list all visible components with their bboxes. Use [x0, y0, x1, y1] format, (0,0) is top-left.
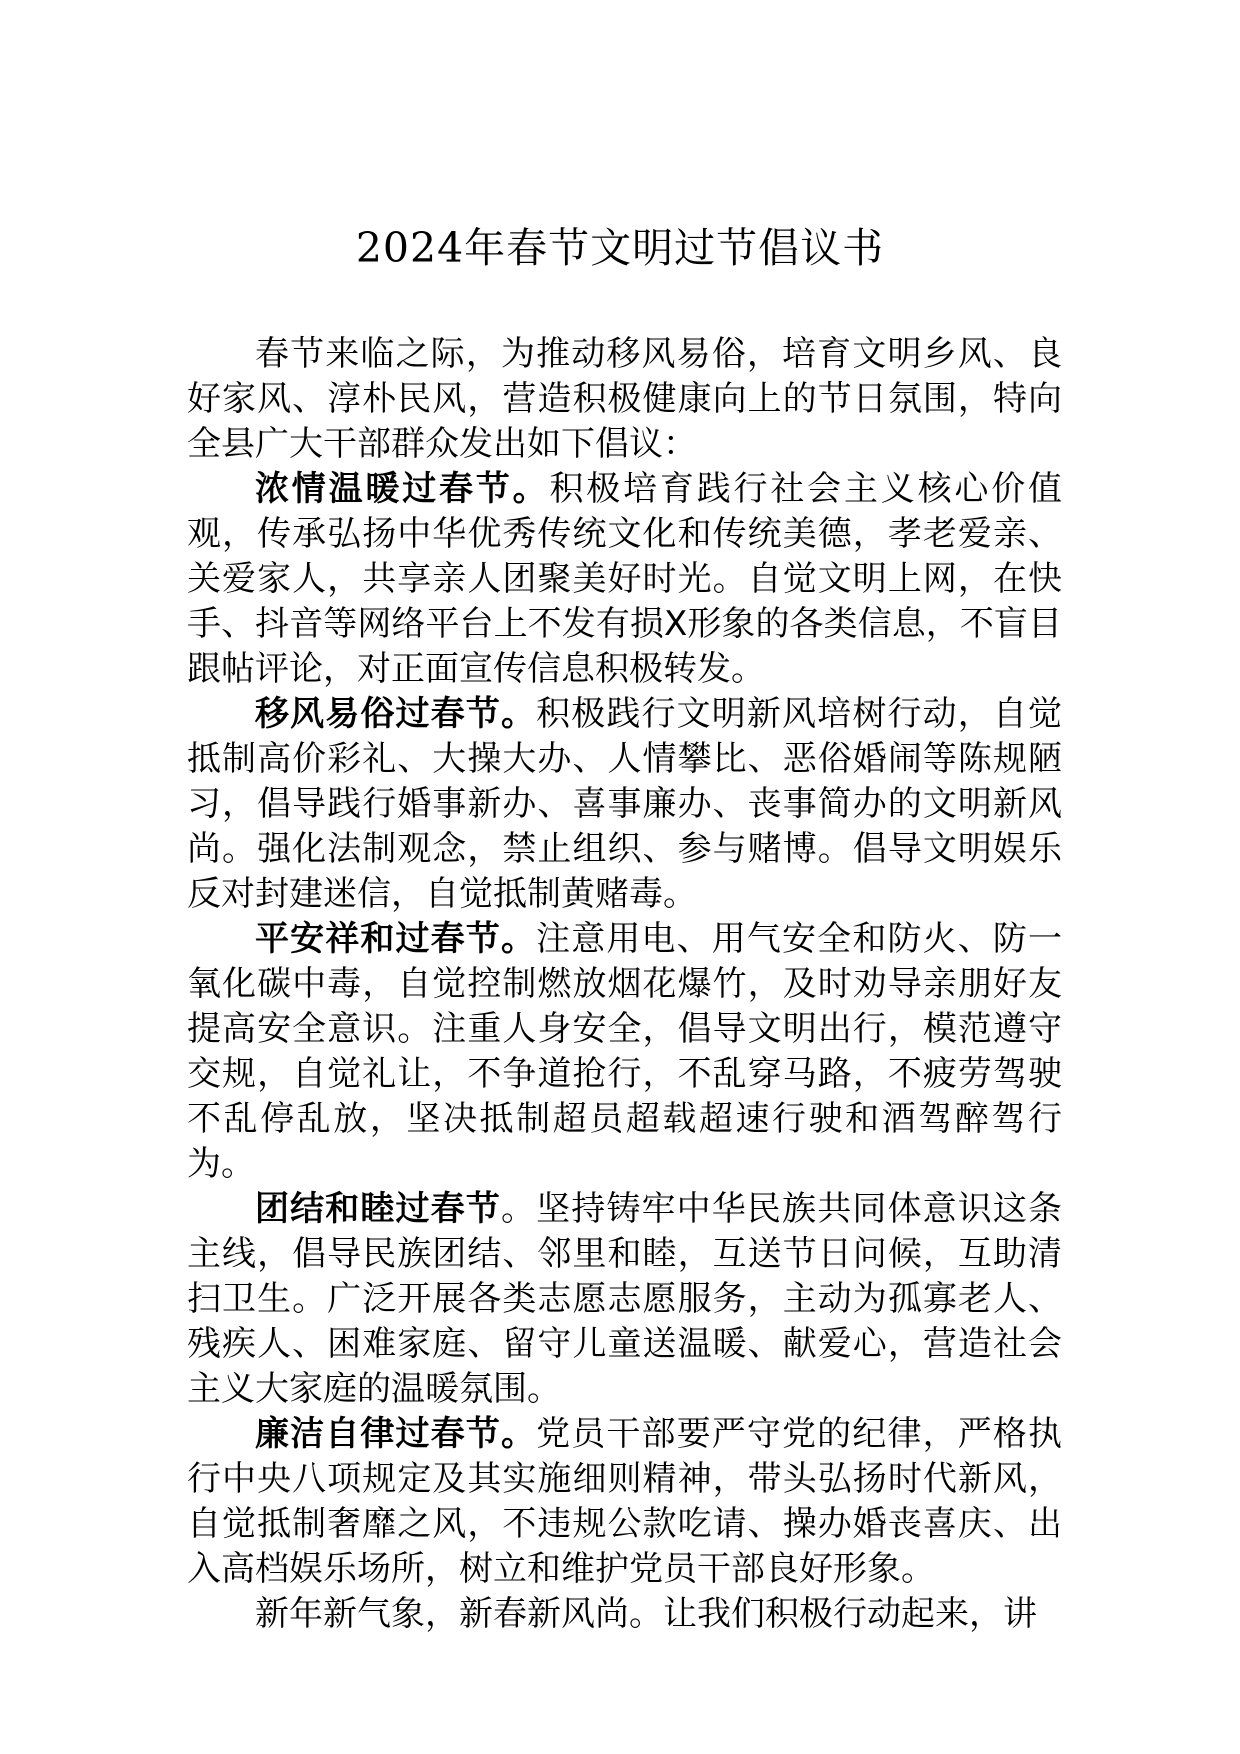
section-heading-2: 移风易俗过春节。: [255, 694, 537, 734]
closing-paragraph: 新年新气象，新春新风尚。让我们积极行动起来，讲: [255, 1594, 1037, 1634]
section-heading-3: 平安祥和过春节。: [255, 919, 537, 959]
section-paragraph-5: [187, 1412, 1062, 1592]
section-heading-4: 团结和睦过春节: [255, 1189, 501, 1229]
section-paragraph-3: [187, 917, 1062, 1187]
section-text-2: 积极践行文明新风培树行动，自觉抵制高价彩礼、大操大办、人情攀比、恶俗婚闹等陈规陋习，倡导践行婚事新办、喜事廉办、丧事简办的文明新风尚。强化法制观念，禁止组织、参与赌博。倡导文明娱乐反对封建迷信，自觉抵制黄赌毒。: [187, 694, 1063, 914]
section-paragraph-4: [187, 1187, 1062, 1412]
section-paragraph-1: [187, 467, 1062, 692]
document-title: 2024年春节文明过节倡议书: [355, 224, 885, 272]
section-text-3: 注意用电、用气安全和防火、防一氧化碳中毒，自觉控制燃放烟花爆竹，及时劝导亲朋好友提高安全意识。注重人身安全，倡导文明出行，模范遵守交规，自觉礼让，不争道抢行，不乱穿马路，不疲劳驾驶不乱停乱放，坚决抵制超员超载超速行驶和酒驾醉驾行为。: [187, 919, 1063, 1184]
section-heading-1: 浓情温暖过春节。: [255, 469, 550, 509]
section-text-1: 积极培育践行社会主义核心价值观，传承弘扬中华优秀传统文化和传统美德，孝老爱亲、关爱家人，共享亲人团聚美好时光。自觉文明上网，在快手、抖音等网络平台上不发有损X形象的各类信息，不盲目跟帖评论，对正面宣传信息积极转发。: [187, 469, 1063, 689]
section-paragraph-2: [187, 692, 1062, 917]
section-text-4: 。坚持铸牢中华民族共同体意识这条主线，倡导民族团结、邻里和睦，互送节日问候，互助清扫卫生。广泛开展各类志愿志愿服务，主动为孤寡老人、残疾人、困难家庭、留守儿童送温暖、献爱心，营造社会主义大家庭的温暖氛围。: [187, 1189, 1063, 1409]
document-body: [187, 332, 1062, 1637]
intro-paragraph: 春节来临之际，为推动移风易俗，培育文明乡风、良好家风、淳朴民风，营造积极健康向上的节日氛围，特向全县广大干部群众发出如下倡议：: [187, 334, 1062, 464]
section-text-5: 党员干部要严守党的纪律，严格执行中央八项规定及其实施细则精神，带头弘扬时代新风，自觉抵制奢靡之风，不违规公款吃请、操办婚丧喜庆、出入高档娱乐场所，树立和维护党员干部良好形象。: [187, 1414, 1063, 1589]
section-heading-5: 廉洁自律过春节。: [255, 1414, 537, 1454]
